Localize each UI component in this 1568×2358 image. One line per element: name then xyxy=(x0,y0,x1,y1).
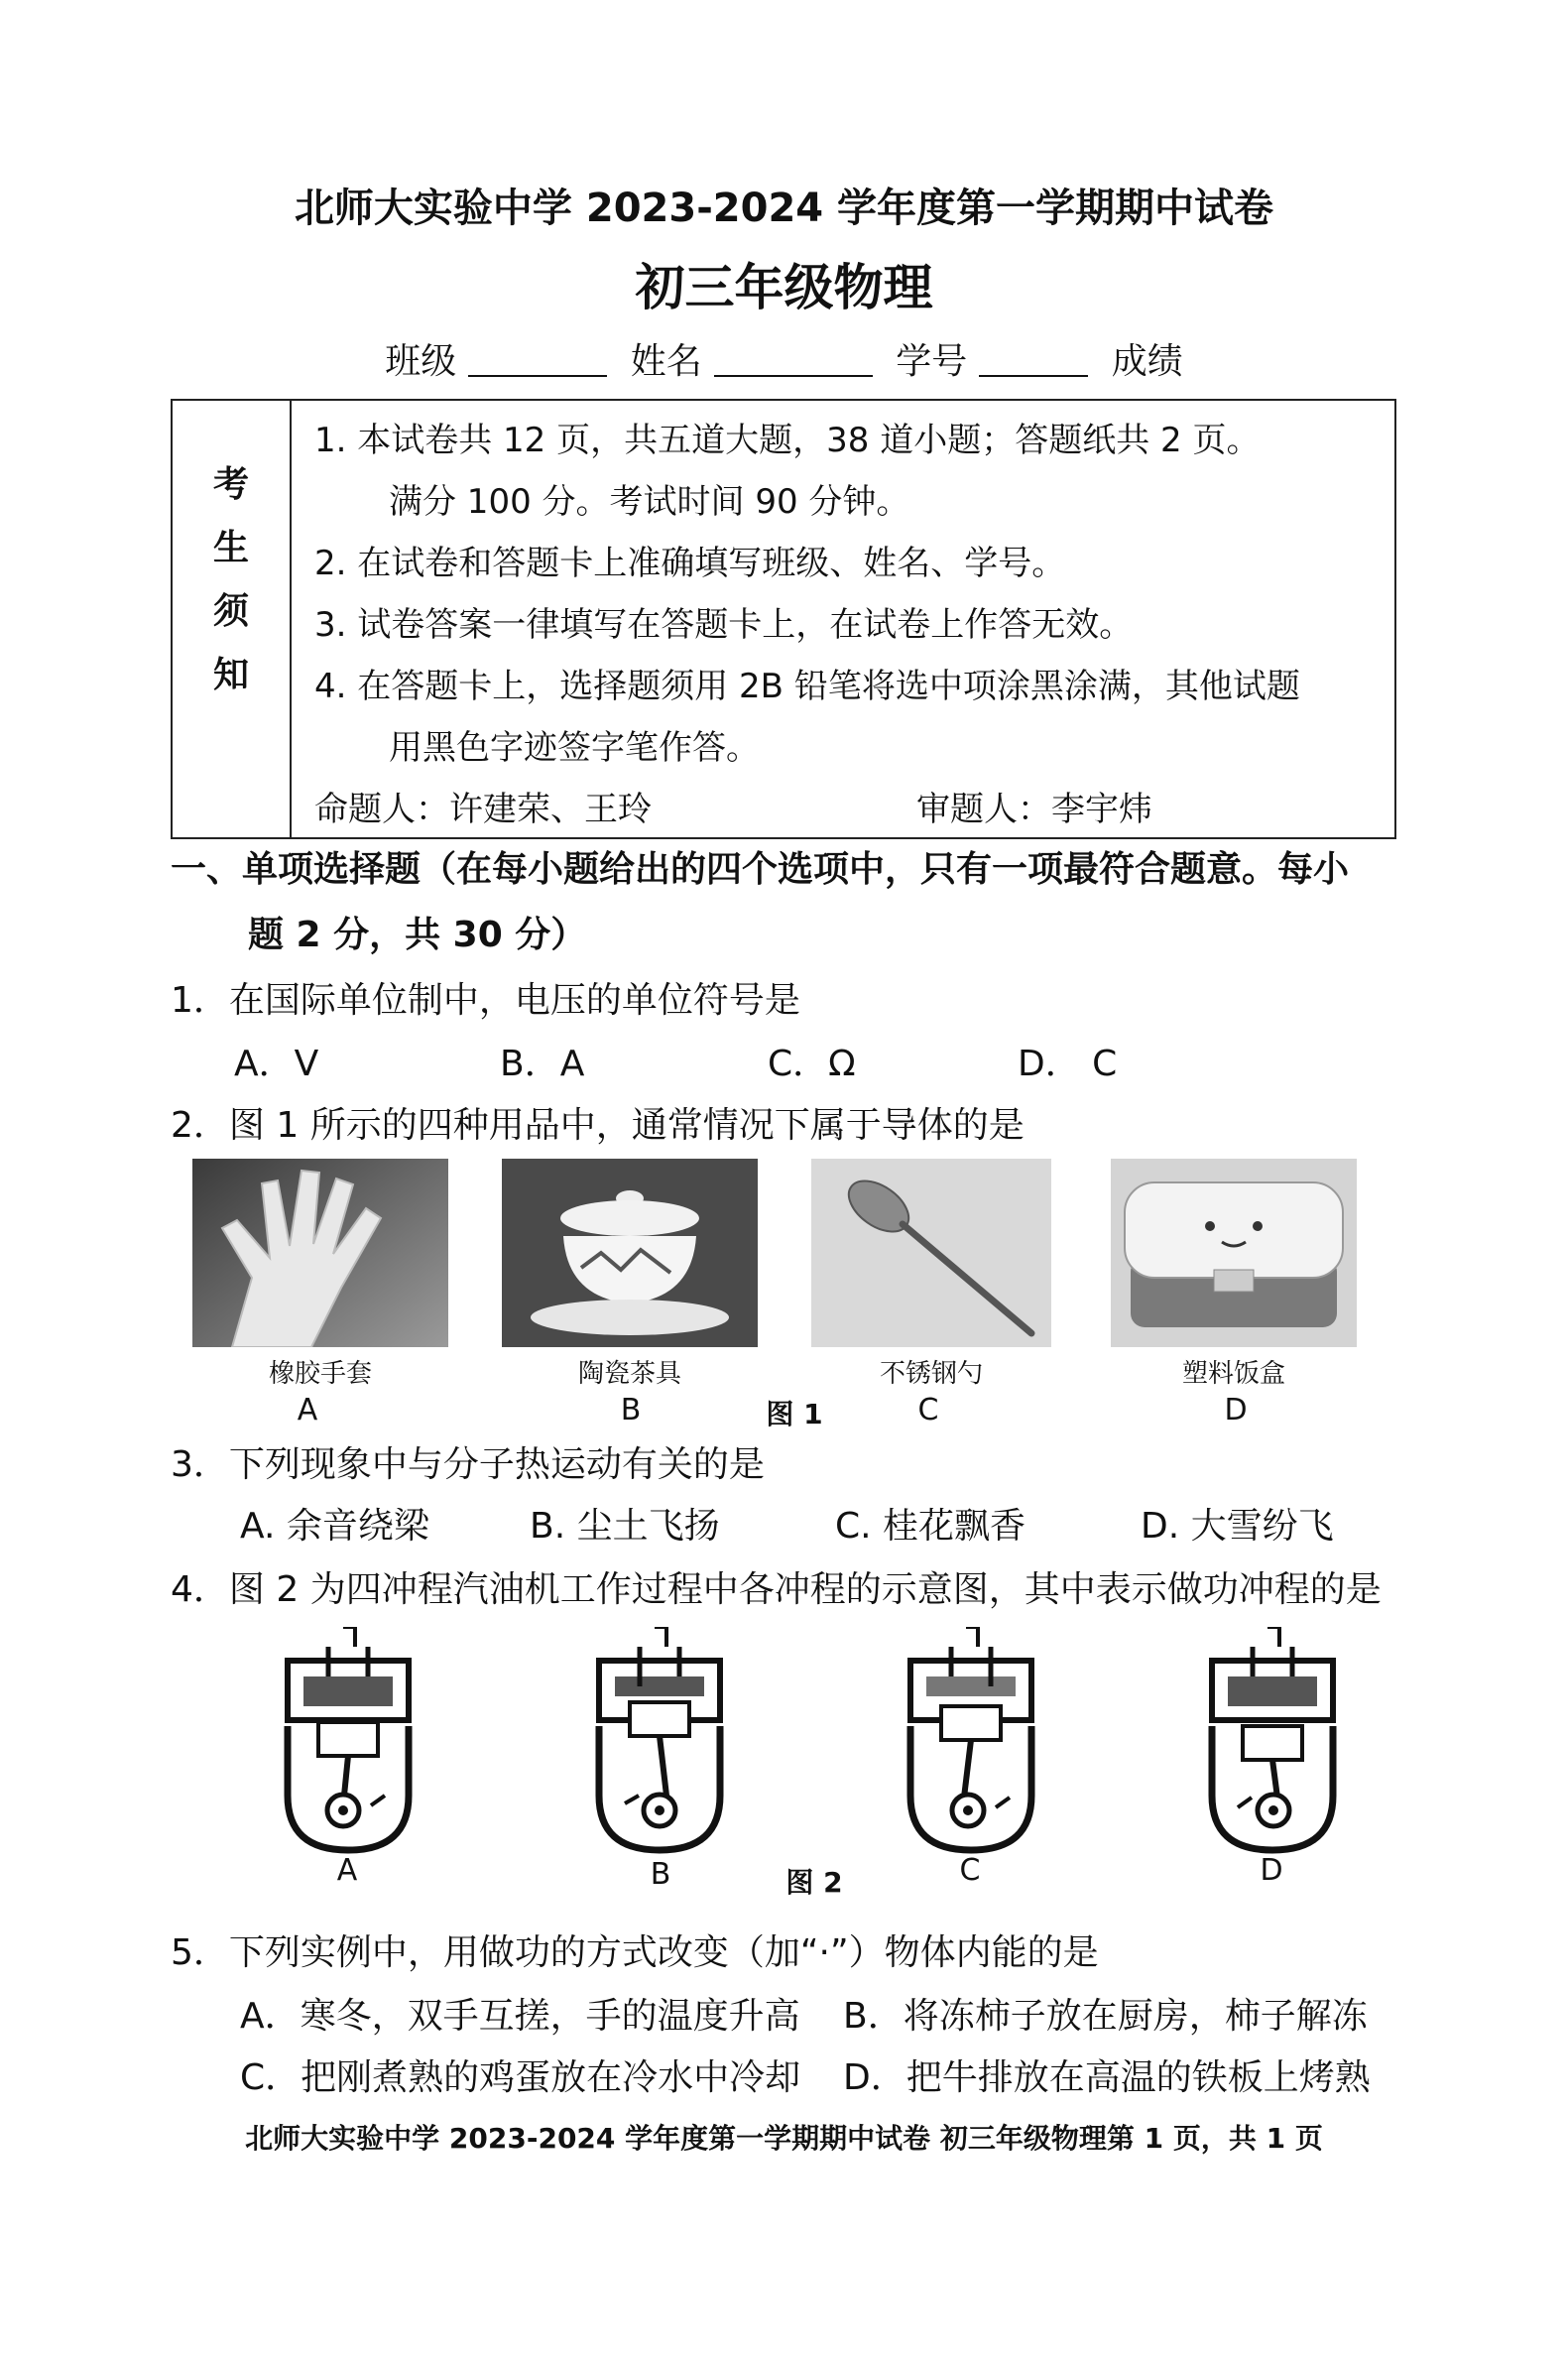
notice-line: 满分 100 分。考试时间 90 分钟。 xyxy=(389,482,910,522)
engine-diagram-b xyxy=(585,1627,734,1855)
class-field-label: 班级 xyxy=(385,341,457,382)
notice-line: 1. 本试卷共 12 页，共五道大题，38 道小题；答题纸共 2 页。 xyxy=(314,421,1261,460)
porcelain-teaset-image xyxy=(502,1159,758,1347)
q1-option-c: C．Ω xyxy=(768,1044,856,1084)
notice-line: 4. 在答题卡上，选择题须用 2B 铅笔将选中项涂黑涂满，其他试题 xyxy=(314,667,1300,706)
q2-caption-d: 塑料饭盒 xyxy=(1181,1359,1285,1389)
class-blank[interactable] xyxy=(468,345,607,377)
notice-label-column xyxy=(173,401,292,837)
q1-option-a: A．V xyxy=(234,1044,319,1084)
student-info-line xyxy=(0,333,1568,384)
q3-option-d: D. 大雪纷飞 xyxy=(1141,1506,1334,1547)
q4-label-d: D xyxy=(1260,1853,1283,1888)
notice-box xyxy=(171,399,1396,839)
notice-label-char: 须 xyxy=(212,591,249,632)
section-heading-cont: 题 2 分，共 30 分） xyxy=(248,915,587,955)
notice-label-char: 考 xyxy=(212,464,249,505)
q2-label-c: C xyxy=(917,1393,939,1427)
q5-option-d: D．把牛排放在高温的铁板上烤熟 xyxy=(843,2057,1371,2098)
plastic-lunchbox-image xyxy=(1111,1159,1357,1347)
q3-option-c: C. 桂花飘香 xyxy=(835,1506,1026,1547)
name-field-label: 姓名 xyxy=(630,341,702,382)
q2-label-d: D xyxy=(1224,1393,1248,1427)
q5-option-a: A．寒冬，双手互搓，手的温度升高 xyxy=(240,1996,800,2037)
q2-label-a: A xyxy=(297,1393,318,1427)
q3-option-b: B. 尘土飞扬 xyxy=(530,1506,720,1547)
rubber-glove-image xyxy=(192,1159,448,1347)
q2-caption-b: 陶瓷茶具 xyxy=(577,1359,681,1389)
q3-option-a: A. 余音绕梁 xyxy=(240,1506,429,1547)
engine-diagram-d xyxy=(1198,1627,1347,1855)
q4-label-a: A xyxy=(336,1853,358,1888)
q5-option-b: B．将冻柿子放在厨房，柿子解冻 xyxy=(843,1996,1368,2037)
question-3-stem: 3．下列现象中与分子热运动有关的是 xyxy=(171,1444,765,1485)
q2-caption-c: 不锈钢勺 xyxy=(879,1359,983,1389)
q1-option-b: B．A xyxy=(500,1044,585,1084)
notice-label-char: 生 xyxy=(212,528,249,568)
q2-label-b: B xyxy=(620,1393,642,1427)
question-4-stem: 4．图 2 为四冲程汽油机工作过程中各冲程的示意图，其中表示做功冲程的是 xyxy=(171,1569,1382,1610)
notice-author: 命题人：许建荣、王玲 xyxy=(314,790,652,829)
q4-label-c: C xyxy=(959,1853,981,1888)
stainless-spoon-image xyxy=(811,1159,1051,1347)
q5-option-c: C．把刚煮熟的鸡蛋放在冷水中冷却 xyxy=(240,2057,801,2098)
page-footer: 北师大实验中学 2023-2024 学年度第一学期期中试卷 初三年级物理第 1 页，共 1 页 xyxy=(245,2122,1323,2155)
question-2-stem: 2．图 1 所示的四种用品中，通常情况下属于导体的是 xyxy=(171,1105,1025,1146)
engine-diagram-c xyxy=(897,1627,1045,1855)
q1-option-d: D． C xyxy=(1018,1044,1118,1084)
notice-label-char: 知 xyxy=(212,655,249,695)
name-blank[interactable] xyxy=(714,345,873,377)
question-1-stem: 1．在国际单位制中，电压的单位符号是 xyxy=(171,980,800,1021)
section-heading: 一、单项选择题（在每小题给出的四个选项中，只有一项最符合题意。每小 xyxy=(171,849,1350,890)
exam-title: 北师大实验中学 2023-2024 学年度第一学期期中试卷 xyxy=(294,186,1274,231)
q4-label-b: B xyxy=(650,1857,671,1892)
id-field-label: 学号 xyxy=(896,341,968,382)
figure-2-label: 图 2 xyxy=(785,1866,843,1899)
notice-line: 3. 试卷答案一律填写在答题卡上，在试卷上作答无效。 xyxy=(314,605,1134,645)
notice-reviewer: 审题人：李宇炜 xyxy=(916,790,1152,829)
q2-caption-a: 橡胶手套 xyxy=(268,1359,372,1389)
notice-line: 用黑色字迹签字笔作答。 xyxy=(389,728,760,768)
score-field-label: 成绩 xyxy=(1111,341,1183,382)
engine-diagram-a xyxy=(274,1627,422,1855)
id-blank[interactable] xyxy=(979,345,1088,377)
exam-subtitle: 初三年级物理 xyxy=(635,259,933,316)
question-5-stem: 5．下列实例中，用做功的方式改变（加“·”）物体内能的是 xyxy=(171,1932,1099,1973)
figure-1-label: 图 1 xyxy=(766,1398,823,1430)
notice-line: 2. 在试卷和答题卡上准确填写班级、姓名、学号。 xyxy=(314,544,1066,583)
